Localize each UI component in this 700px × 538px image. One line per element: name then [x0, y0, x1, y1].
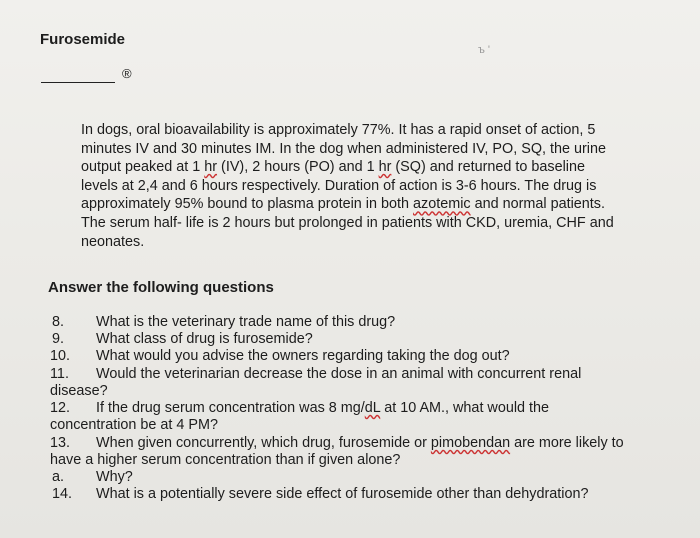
spellcheck-word: hr — [204, 159, 218, 176]
question-text: What is the veterinary trade name of this drug? — [96, 314, 396, 330]
question-number: 10. — [50, 348, 71, 364]
paragraph-line: neonates. — [81, 233, 145, 250]
document-title: Furosemide — [40, 31, 126, 48]
question-text: If the drug serum concentration was 8 mg/dL at 10 AM., what would the — [96, 400, 550, 416]
question-text-continued: disease? — [50, 383, 108, 399]
question-text: Would the veterinarian decrease the dose in an animal with concurrent renal — [96, 366, 582, 382]
question-number: 11. — [50, 366, 69, 382]
paragraph-line: In dogs, oral bioavailability is approximately 77%. It has a rapid onset of action, 5 — [81, 122, 596, 138]
spellcheck-word: hr — [378, 159, 392, 176]
question-number: a. — [52, 469, 65, 485]
trade-name-blank-line — [41, 82, 115, 83]
question-number: 13. — [50, 435, 71, 451]
paragraph-line: approximately 95% bound to plasma protein in both azotemic and normal patients. — [81, 196, 605, 213]
question-text: What is a potentially severe side effect of furosemide other than dehydration? — [96, 486, 589, 502]
question-text-continued: have a higher serum concentration than if given alone? — [50, 452, 401, 468]
paragraph-line: output peaked at 1 hr (IV), 2 hours (PO) and 1 hr (SQ) and returned to baseline — [81, 159, 585, 176]
paragraph-line: The serum half- life is 2 hours but prolonged in patients with CKD, uremia, CHF and — [81, 214, 614, 231]
question-text: When given concurrently, which drug, furosemide or pimobendan are more likely to — [96, 435, 624, 451]
spellcheck-word: dL — [364, 400, 381, 416]
paragraph-line: minutes IV and 30 minutes IM. In the dog when administered IV, PO, SQ, the urine — [81, 140, 607, 157]
drug-description-paragraph — [81, 121, 614, 251]
question-number: 14. — [52, 486, 73, 502]
pencil-mark: ъ ' — [478, 44, 491, 56]
question-number: 9. — [52, 331, 65, 347]
question-number: 12. — [50, 400, 71, 416]
question-text: What class of drug is furosemide? — [96, 331, 313, 347]
question-text: What would you advise the owners regarding taking the dog out? — [96, 348, 510, 364]
question-number: 8. — [52, 314, 65, 330]
spellcheck-word: pimobendan — [430, 435, 511, 451]
spellcheck-word: azotemic — [413, 196, 471, 213]
questions-heading: Answer the following questions — [48, 279, 274, 296]
question-text: Why? — [96, 469, 133, 485]
question-text-continued: concentration be at 4 PM? — [50, 417, 218, 433]
paragraph-line: levels at 2,4 and 6 hours respectively. Duration of action is 3-6 hours. The drug is — [81, 177, 597, 194]
registered-trademark-symbol: ® — [122, 66, 132, 81]
